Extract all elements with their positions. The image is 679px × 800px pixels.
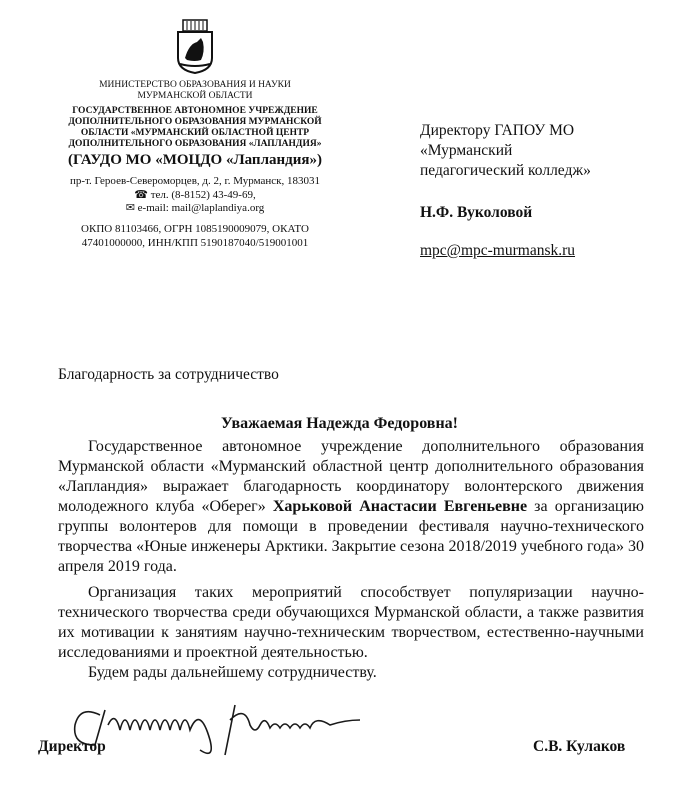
addressee-line-1: Директору ГАПОУ МО (420, 122, 575, 139)
letter-subject: Благодарность за сотрудничество (58, 366, 279, 383)
body-paragraph-2: Организация таких мероприятий способствует популяризации научно-технического творчества среди обучающихся Мурманской области, а также развития их мотивации к занятиям научно-техническим творчеством, естественно-научными исследованиями и проектной деятельностью. (58, 584, 644, 661)
signer-position: Директор (38, 738, 106, 755)
sender-phone: ☎ тел. (8-8152) 43-49-69, (134, 189, 256, 201)
ministry-line-1: МИНИСТЕРСТВО ОБРАЗОВАНИЯ И НАУКИ (99, 80, 291, 90)
addressee-line-3: педагогический колледж» (420, 162, 591, 179)
institution-line-3: ОБЛАСТИ «МУРМАНСКИЙ ОБЛАСТНОЙ ЦЕНТР (80, 128, 310, 138)
body-p1-text-a: Государственное автономное учреждение дополнительного образования Мурманской области «Мурманский областной центр дополнительного образования «Лапландия» выражает благодарность координатору волонтерского движения молодежного клуба «Оберег» (58, 438, 644, 515)
addressee-email-link[interactable]: mpc@mpc-murmansk.ru (420, 242, 576, 259)
body-paragraph-1 (58, 437, 644, 577)
sender-address: пр-т. Героев-Североморцев, д. 2, г. Мурманск, 183031 (70, 175, 320, 187)
institution-short-name: (ГАУДО МО «МОЦДО «Лапландия») (68, 152, 322, 168)
handwritten-signature (60, 690, 390, 765)
volunteer-name: Харьковой Анастасии Евгеньевне (272, 498, 528, 515)
addressee-line-2: «Мурманский (420, 142, 513, 159)
sender-codes-1: ОКПО 81103466, ОГРН 1085190009079, ОКАТО (81, 223, 309, 235)
letter-body (58, 437, 644, 683)
letter-greeting: Уважаемая Надежда Федоровна! (221, 415, 458, 432)
sender-codes-2: 47401000000, ИНН/КПП 5190187040/519001001 (81, 237, 309, 249)
addressee-name: Н.Ф. Вуколовой (420, 204, 533, 221)
institution-line-4: ДОПОЛНИТЕЛЬНОГО ОБРАЗОВАНИЯ «ЛАПЛАНДИЯ» (68, 139, 322, 149)
coat-of-arms-icon (175, 18, 215, 74)
body-paragraph-3: Будем рады дальнейшему сотрудничеству. (88, 664, 377, 681)
body-p1-text-b: за организацию группы волонтеров для помощи в проведении фестиваля научно-технического творчества «Юные инженеры Арктики. Закрытие сезона 2018/2019 учебного года» 30 апреля 2019 года. (58, 498, 645, 575)
sender-email: ✉ e-mail: mail@laplandiya.org (125, 202, 265, 214)
signer-name: С.В. Кулаков (533, 738, 626, 755)
institution-line-2: ДОПОЛНИТЕЛЬНОГО ОБРАЗОВАНИЯ МУРМАНСКОЙ (68, 117, 322, 127)
institution-line-1: ГОСУДАРСТВЕННОЕ АВТОНОМНОЕ УЧРЕЖДЕНИЕ (72, 106, 318, 116)
ministry-line-2: МУРМАНСКОЙ ОБЛАСТИ (137, 91, 253, 101)
